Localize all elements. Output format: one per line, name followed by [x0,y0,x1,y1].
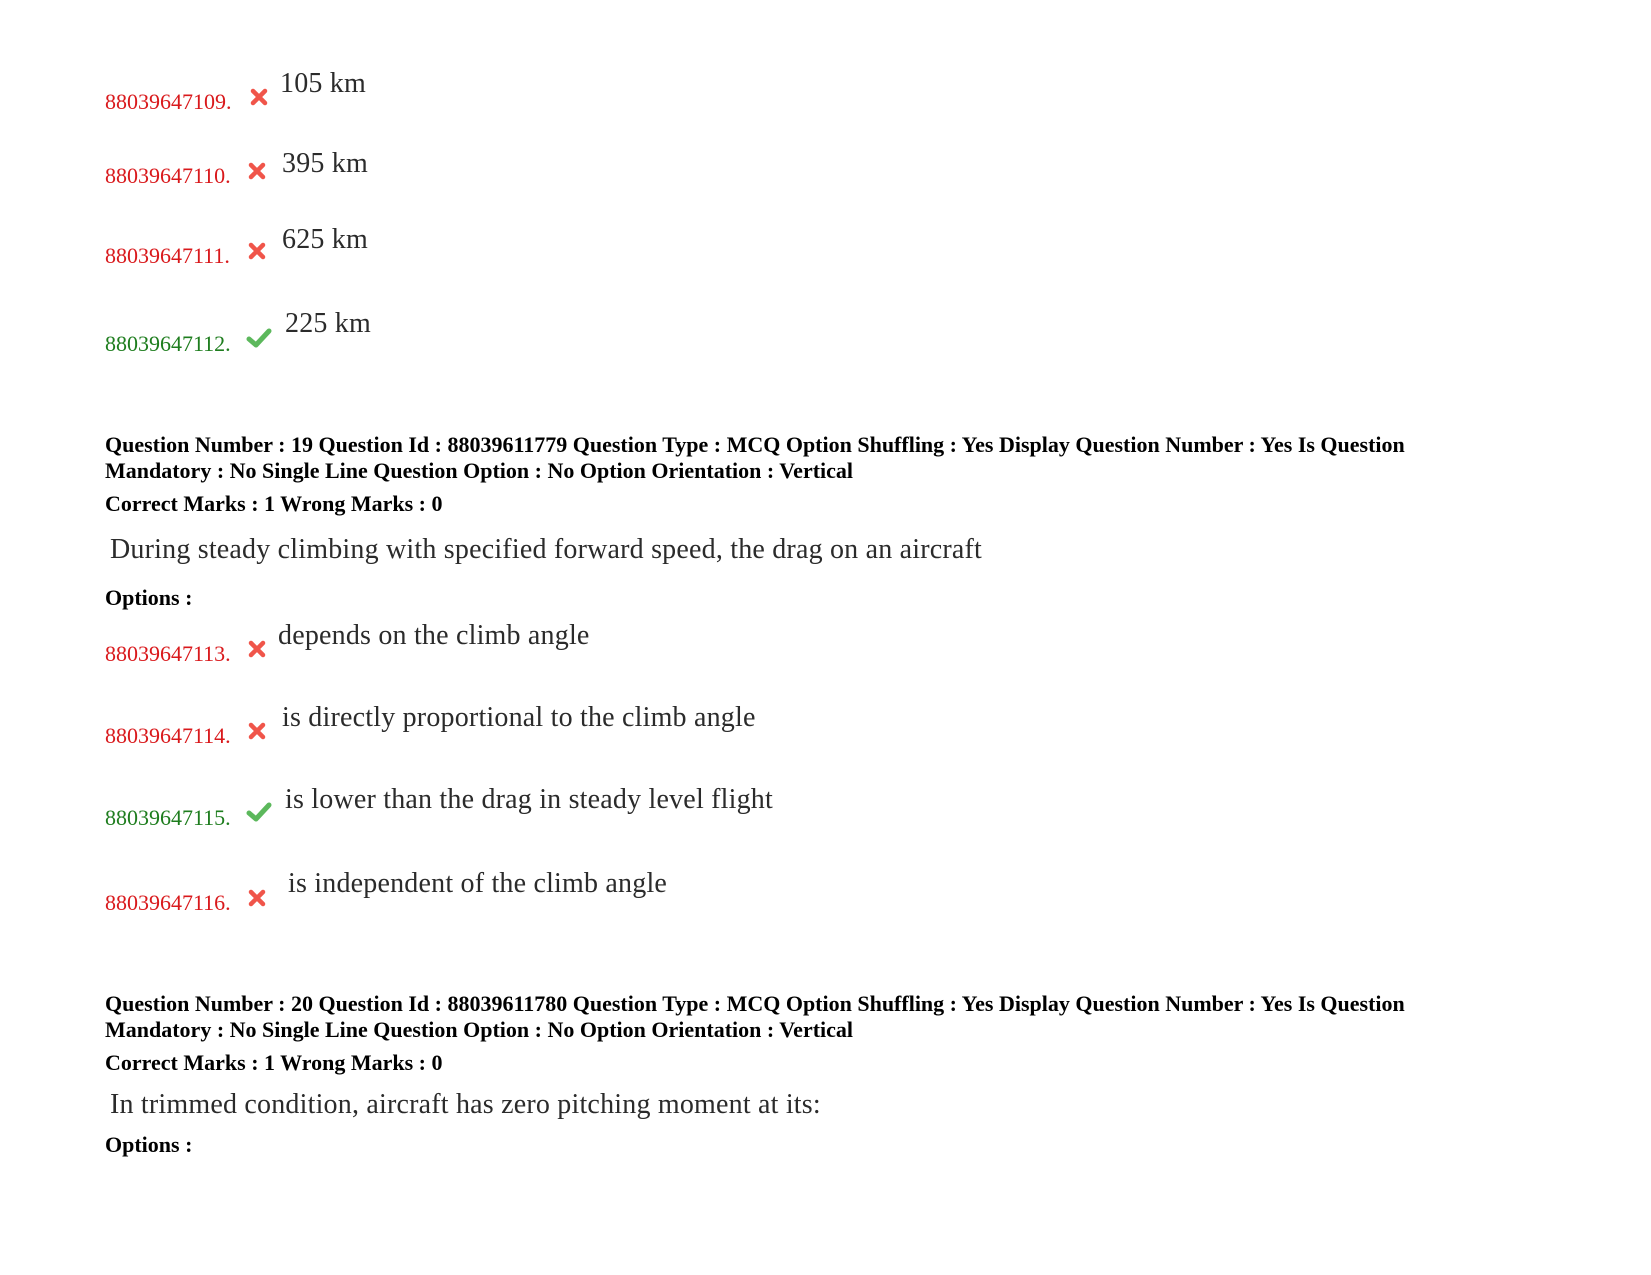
marks-line: Correct Marks : 1 Wrong Marks : 0 [105,491,443,516]
option-text: depends on the climb angle [278,620,590,651]
option-text: 105 km [280,68,366,99]
option-text: 625 km [282,224,368,255]
option-id: 88039647115. [105,805,231,830]
option-id: 88039647110. [105,163,231,188]
question-meta-line-2: Mandatory : No Single Line Question Option : No Option Orientation : Vertical [105,458,854,483]
options-label: Options : [105,1132,193,1157]
marks-line: Correct Marks : 1 Wrong Marks : 0 [105,1050,443,1075]
options-label: Options : [105,585,193,610]
option-id: 88039647109. [105,89,232,114]
option-id: 88039647114. [105,723,231,748]
cross-icon [246,887,268,909]
cross-icon [246,638,268,660]
option-id: 88039647111. [105,243,230,268]
option-id: 88039647112. [105,331,231,356]
cross-icon [246,720,268,742]
option-text: 395 km [282,148,368,179]
option-text: 225 km [285,308,371,339]
question-meta-line-1: Question Number : 19 Question Id : 88039611779 Question Type : MCQ Option Shuffling : Yes Display Question Number : Yes Is Question [105,432,1405,457]
check-icon [246,326,272,350]
option-text: is independent of the climb angle [288,868,668,899]
question-meta-line-1: Question Number : 20 Question Id : 88039611780 Question Type : MCQ Option Shuffling : Yes Display Question Number : Yes Is Question [105,991,1405,1016]
cross-icon [246,160,268,182]
question-text: In trimmed condition, aircraft has zero pitching moment at its: [110,1089,821,1120]
question-meta-line-2: Mandatory : No Single Line Question Option : No Option Orientation : Vertical [105,1017,854,1042]
cross-icon [248,86,270,108]
option-id: 88039647116. [105,890,231,915]
option-id: 88039647113. [105,641,231,666]
cross-icon [246,240,268,262]
check-icon [246,800,272,824]
question-text: During steady climbing with specified forward speed, the drag on an aircraft [110,534,983,565]
option-text: is directly proportional to the climb angle [282,702,756,733]
option-text: is lower than the drag in steady level flight [285,784,773,815]
